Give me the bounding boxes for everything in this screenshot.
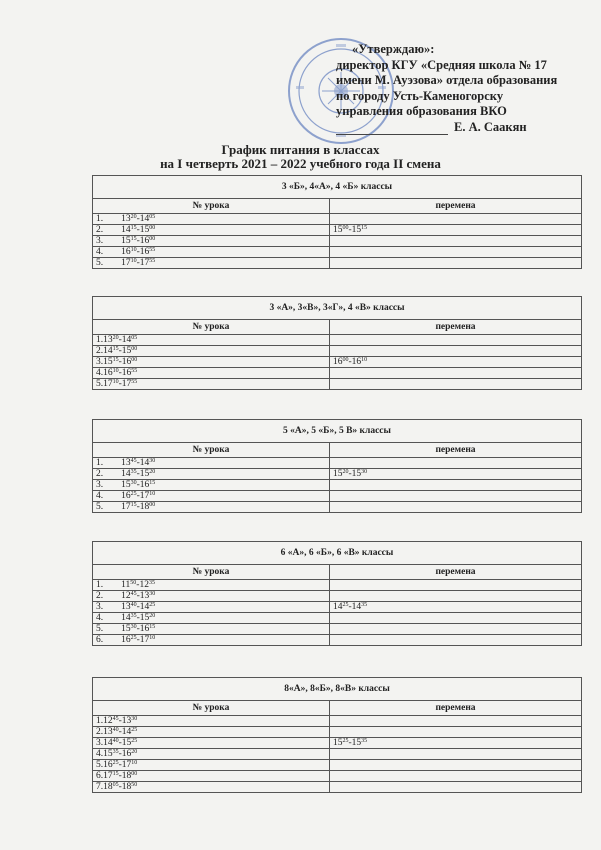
schedule-table xyxy=(92,296,582,390)
table-row xyxy=(93,613,582,624)
schedule-table xyxy=(92,419,582,513)
break-time xyxy=(330,613,582,624)
title-line-2: на I четверть 2021 – 2022 учебного года II смена xyxy=(160,156,441,171)
column-header-lesson: № урока xyxy=(93,320,330,335)
lesson-time: 2. $14^{35}-15^{20}$ xyxy=(93,469,330,480)
break-time xyxy=(330,624,582,635)
lesson-time: $4.16^{10}-16^{55}$ xyxy=(93,368,330,379)
lesson-time: 5. $15^{30}-16^{15}$ xyxy=(93,624,330,635)
break-time xyxy=(330,368,582,379)
lesson-time: 6. $16^{25}-17^{10}$ xyxy=(93,635,330,646)
break-time xyxy=(330,236,582,247)
approval-block xyxy=(336,42,576,135)
table-row xyxy=(93,491,582,502)
lesson-time: 1. $13^{45}-14^{30}$ xyxy=(93,458,330,469)
table-row xyxy=(93,624,582,635)
table-row xyxy=(93,727,582,738)
table-row xyxy=(93,635,582,646)
table-row xyxy=(93,760,582,771)
break-time: $15^{20}-15^{30}$ xyxy=(330,469,582,480)
break-time xyxy=(330,591,582,602)
approval-line-4: по городу Усть-Каменогорску xyxy=(336,88,504,103)
lesson-time: $4.15^{35}-16^{20}$ xyxy=(93,749,330,760)
break-time xyxy=(330,480,582,491)
table-row xyxy=(93,502,582,513)
lesson-time: $5.17^{10}-17^{55}$ xyxy=(93,379,330,390)
break-time: $16^{00}-16^{10}$ xyxy=(330,357,582,368)
table-row xyxy=(93,716,582,727)
table-row xyxy=(93,335,582,346)
lesson-time: 2. $12^{45}-13^{30}$ xyxy=(93,591,330,602)
table-row xyxy=(93,749,582,760)
table-title: 3 «А», 3«В», 3«Г», 4 «В» классы xyxy=(93,297,582,320)
lesson-time: $2.13^{40}-14^{25}$ xyxy=(93,727,330,738)
approval-signer: Е. А. Саакян xyxy=(454,119,527,134)
break-time xyxy=(330,335,582,346)
lesson-time: $1.12^{45}-13^{30}$ xyxy=(93,716,330,727)
title-line-1: График питания в классах xyxy=(221,142,380,157)
table-row xyxy=(93,214,582,225)
lesson-time: 2. $14^{15}-15^{00}$ xyxy=(93,225,330,236)
table-row xyxy=(93,602,582,613)
break-time xyxy=(330,727,582,738)
approval-signature-line xyxy=(336,120,576,136)
table-row xyxy=(93,357,582,368)
signature-blank xyxy=(336,134,448,135)
table-row xyxy=(93,771,582,782)
column-header-lesson: № урока xyxy=(93,565,330,580)
column-header-break: перемена xyxy=(330,199,582,214)
approval-line-1: «Утверждаю»: xyxy=(352,42,435,56)
column-header-break: перемена xyxy=(330,320,582,335)
break-time xyxy=(330,635,582,646)
lesson-time: 1. $13^{20}-14^{05}$ xyxy=(93,214,330,225)
break-time xyxy=(330,782,582,793)
break-time xyxy=(330,749,582,760)
table-row xyxy=(93,368,582,379)
break-time xyxy=(330,760,582,771)
table-title: 8«А», 8«Б», 8«В» классы xyxy=(93,678,582,701)
lesson-time: 4. $16^{10}-16^{55}$ xyxy=(93,247,330,258)
table-row xyxy=(93,480,582,491)
break-time: $15^{25}-15^{35}$ xyxy=(330,738,582,749)
lesson-time: $7.18^{05}-18^{50}$ xyxy=(93,782,330,793)
table-title: 5 «А», 5 «Б», 5 В» классы xyxy=(93,420,582,443)
lesson-time: 5. $17^{10}-17^{55}$ xyxy=(93,258,330,269)
approval-line-2: директор КГУ «Средняя школа № 17 xyxy=(336,57,547,72)
schedule-table xyxy=(92,677,582,793)
lesson-time: $6.17^{15}-18^{00}$ xyxy=(93,771,330,782)
break-time xyxy=(330,491,582,502)
lesson-time: 4. $16^{25}-17^{10}$ xyxy=(93,491,330,502)
column-header-lesson: № урока xyxy=(93,199,330,214)
break-time xyxy=(330,771,582,782)
schedule-table xyxy=(92,175,582,269)
table-row xyxy=(93,225,582,236)
lesson-time: $5.16^{25}-17^{10}$ xyxy=(93,760,330,771)
approval-line-3: имени М. Ауэзова» отдела образования xyxy=(336,73,558,87)
break-time xyxy=(330,502,582,513)
break-time: $14^{25}-14^{35}$ xyxy=(330,602,582,613)
table-row xyxy=(93,236,582,247)
table-title: 3 «Б», 4«А», 4 «Б» классы xyxy=(93,176,582,199)
table-title: 6 «А», 6 «Б», 6 «В» классы xyxy=(93,542,582,565)
break-time xyxy=(330,258,582,269)
break-time: $15^{00}-15^{15}$ xyxy=(330,225,582,236)
table-row xyxy=(93,247,582,258)
break-time xyxy=(330,346,582,357)
column-header-break: перемена xyxy=(330,701,582,716)
lesson-time: $1.13^{20}-14^{05}$ xyxy=(93,335,330,346)
break-time xyxy=(330,214,582,225)
table-row xyxy=(93,346,582,357)
break-time xyxy=(330,247,582,258)
table-row xyxy=(93,580,582,591)
column-header-break: перемена xyxy=(330,443,582,458)
break-time xyxy=(330,716,582,727)
table-row xyxy=(93,458,582,469)
table-row xyxy=(93,782,582,793)
lesson-time: 5. $17^{15}-18^{00}$ xyxy=(93,502,330,513)
lesson-time: 1. $11^{50}-12^{35}$ xyxy=(93,580,330,591)
table-row xyxy=(93,258,582,269)
column-header-break: перемена xyxy=(330,565,582,580)
table-row xyxy=(93,379,582,390)
table-row xyxy=(93,738,582,749)
lesson-time: 3. $13^{40}-14^{25}$ xyxy=(93,602,330,613)
column-header-lesson: № урока xyxy=(93,443,330,458)
table-row xyxy=(93,469,582,480)
schedule-table xyxy=(92,541,582,646)
page-title xyxy=(0,143,601,171)
break-time xyxy=(330,580,582,591)
lesson-time: 3. $15^{15}-16^{00}$ xyxy=(93,236,330,247)
table-row xyxy=(93,591,582,602)
break-time xyxy=(330,458,582,469)
lesson-time: $3.14^{40}-15^{25}$ xyxy=(93,738,330,749)
lesson-time: $3.15^{15}-16^{00}$ xyxy=(93,357,330,368)
lesson-time: $2.14^{15}-15^{00}$ xyxy=(93,346,330,357)
lesson-time: 4. $14^{35}-15^{20}$ xyxy=(93,613,330,624)
approval-line-5: управления образования ВКО xyxy=(336,104,507,118)
lesson-time: 3. $15^{30}-16^{15}$ xyxy=(93,480,330,491)
column-header-lesson: № урока xyxy=(93,701,330,716)
break-time xyxy=(330,379,582,390)
